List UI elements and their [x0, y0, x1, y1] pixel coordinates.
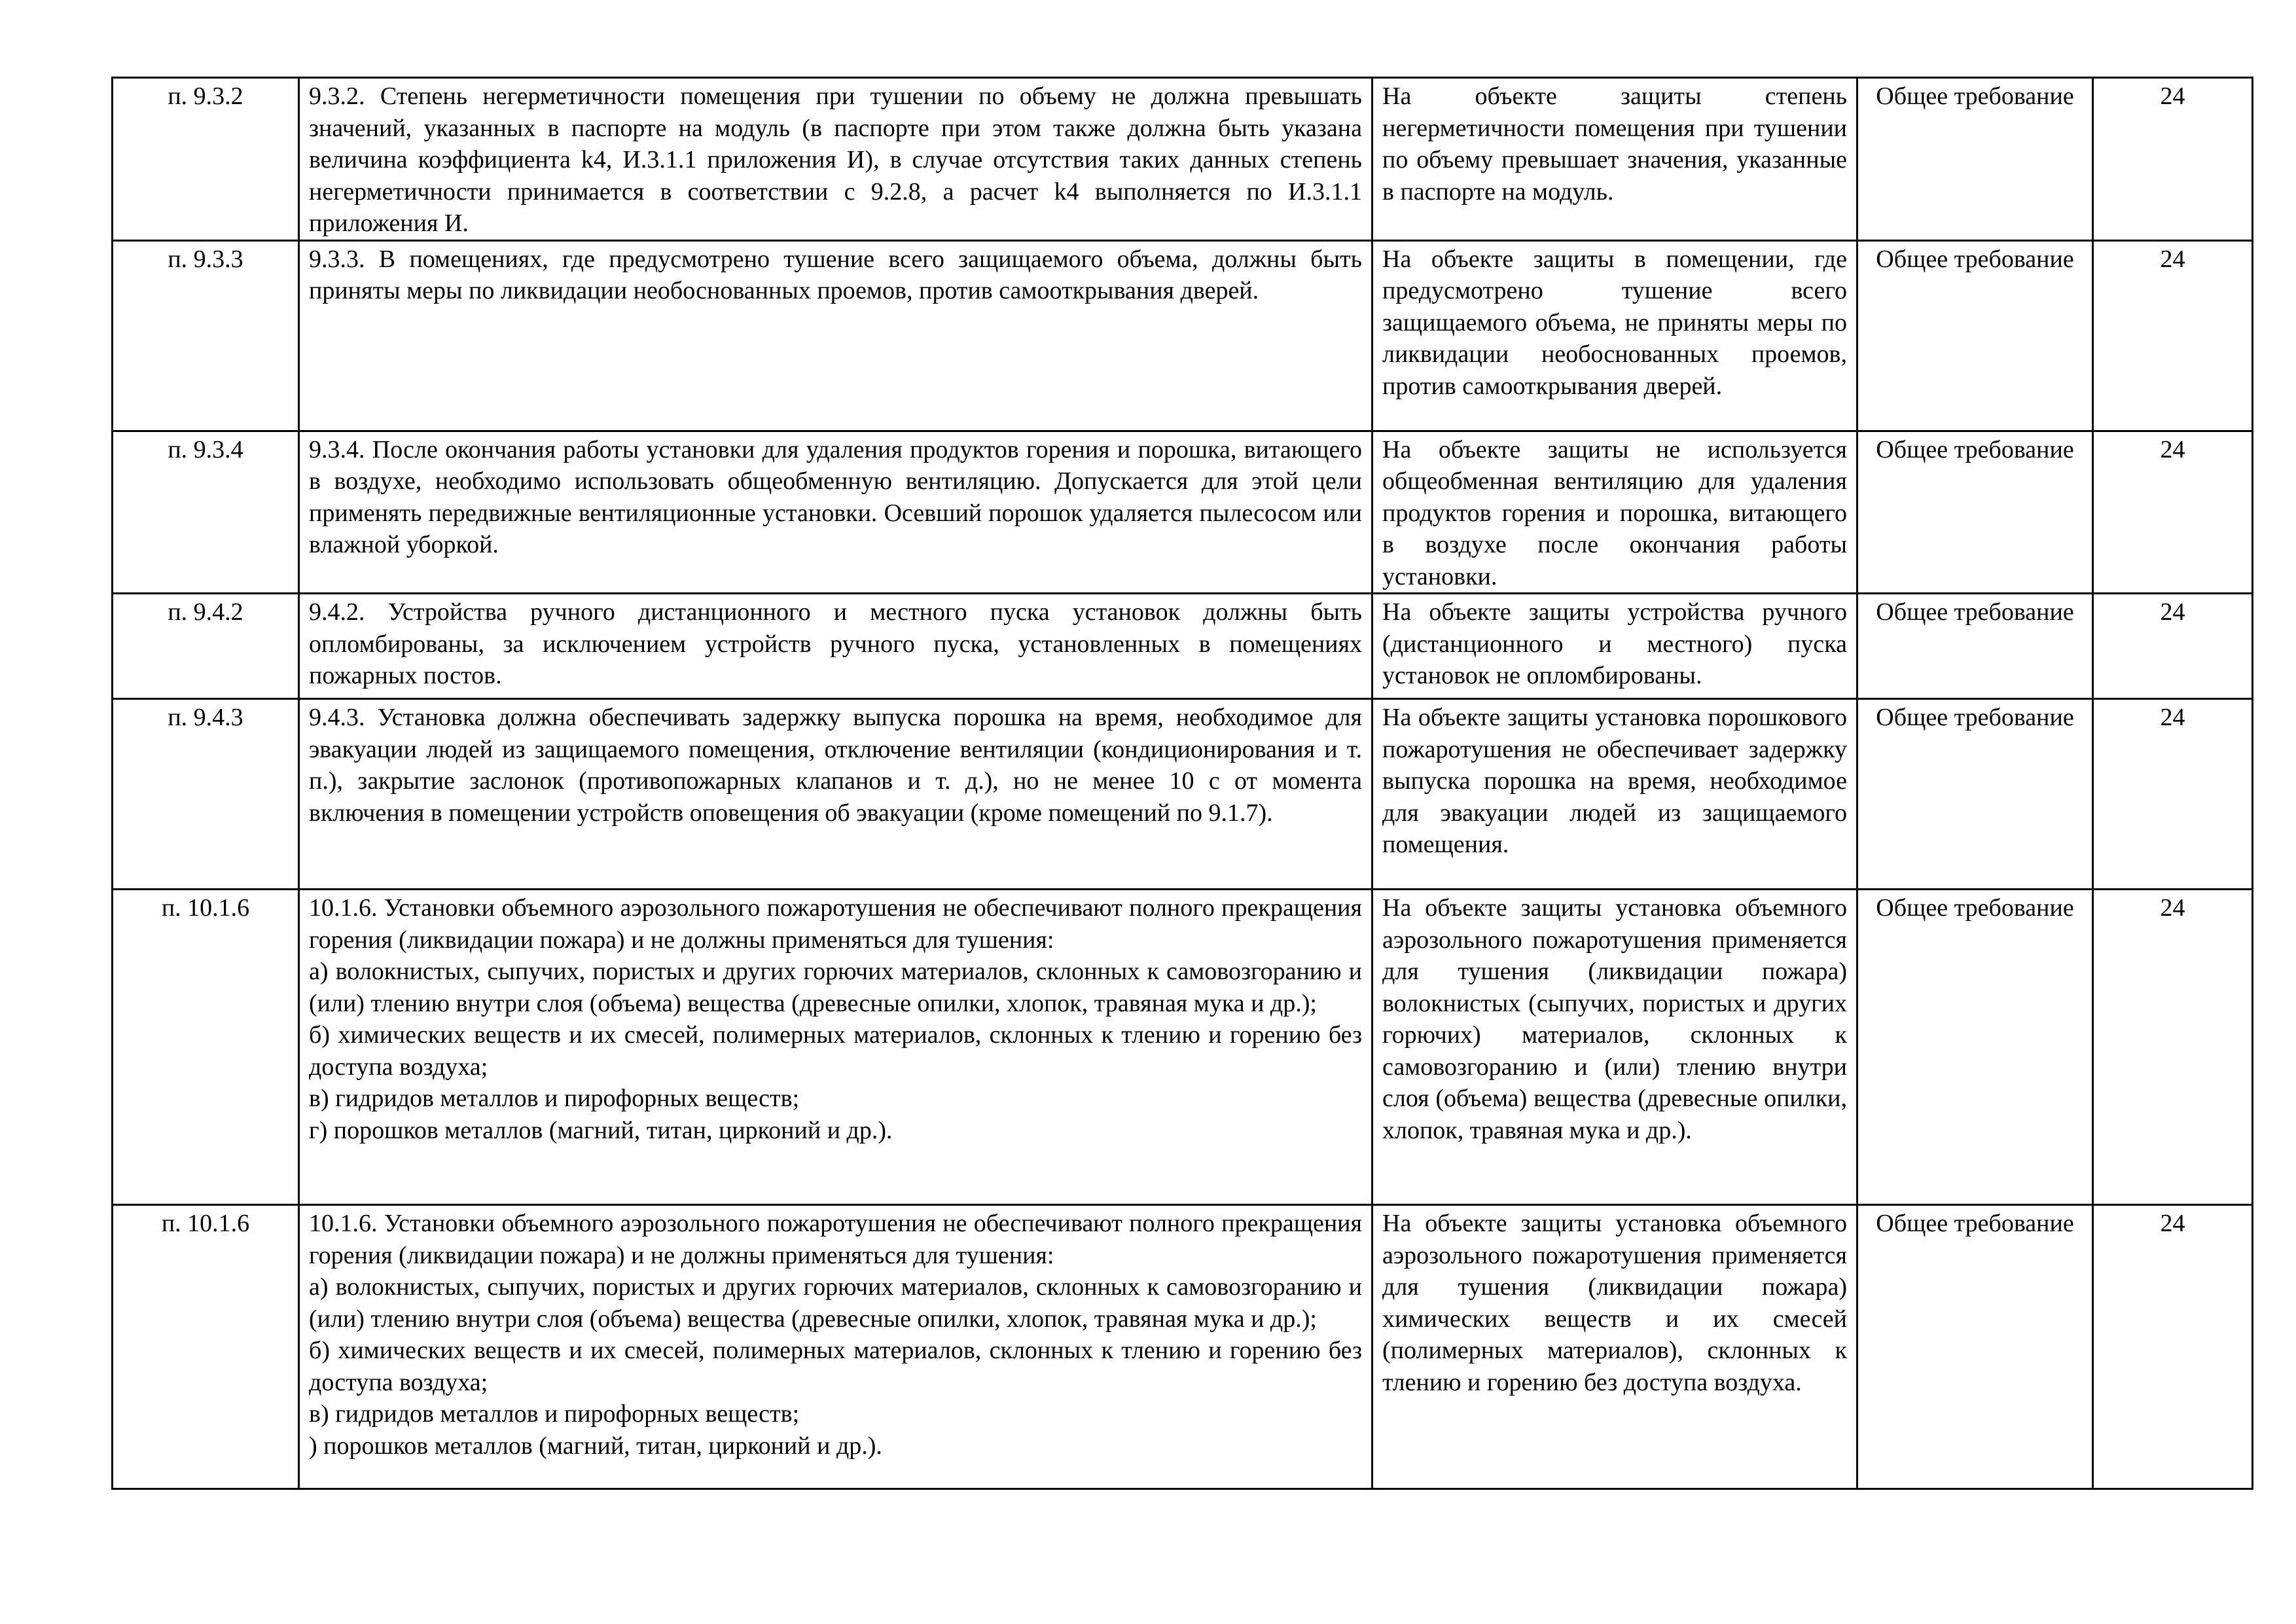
clause-reference: п. 9.3.3: [113, 240, 299, 431]
requirements-table: [111, 77, 2253, 1490]
requirement-type: Общее требование: [1857, 890, 2093, 1205]
requirement-type: Общее требование: [1857, 594, 2093, 699]
requirement-paragraph: 9.4.2. Устройства ручного дистанционного и местного пуска установок должны быть опломбированы, за исключением устройств ручного пуска, установленных в помещениях пожарных постов.: [309, 598, 1362, 689]
violation-description: На объекте защиты не используется общеобменная вентиляцию для удаления продуктов горения и порошка, витающего в воздухе после окончания работы установки.: [1372, 431, 1857, 594]
requirement-type: Общее требование: [1857, 78, 2093, 241]
requirement-item-a: а) волокнистых, сыпучих, пористых и других горючих материалов, склонных к самовозгоранию и (или) тлению внутри слоя (объема) вещества (древесные опилки, хлопок, травяная мука и др.);: [309, 958, 1362, 1017]
table-row: [113, 1205, 2253, 1489]
table-row: [113, 431, 2253, 594]
violation-description: На объекте защиты в помещении, где предусмотрено тушение всего защищаемого объема, не приняты меры по ликвидации необоснованных проемов, против самооткрывания дверей.: [1372, 240, 1857, 431]
requirement-item-c: в) гидридов металлов и пирофорных веществ;: [309, 1085, 800, 1112]
violation-description: На объекте защиты установка объемного аэрозольного пожаротушения применяется для тушения (ликвидации пожара) химических веществ и их смесей (полимерных материалов), склонных к тлению и горению без доступа воздуха.: [1372, 1205, 1857, 1489]
violation-description: На объекте защиты устройства ручного (дистанционного и местного) пуска установок не опломбированы.: [1372, 594, 1857, 699]
requirement-paragraph: 10.1.6. Установки объемного аэрозольного пожаротушения не обеспечивают полного прекращения горения (ликвидации пожара) и не должны применяться для тушения:: [309, 1210, 1362, 1269]
question-number: 24: [2093, 594, 2253, 699]
clause-reference: п. 10.1.6: [113, 890, 299, 1205]
question-number: 24: [2093, 890, 2253, 1205]
question-number: 24: [2093, 431, 2253, 594]
requirement-paragraph: 9.3.2. Степень негерметичности помещения при тушении по объему не должна превышать значений, указанных в паспорте на модуль (в паспорте при этом также должна быть указана величина коэффициента k4, И.3.1.1 приложения И), в случае отсутствия таких данных степень негерметичности принимается в соответствии с 9.2.8, а расчет k4 выполняется по И.3.1.1 приложения И.: [309, 82, 1362, 237]
clause-reference: п. 10.1.6: [113, 1205, 299, 1489]
table-row: [113, 890, 2253, 1205]
requirement-paragraph: 9.3.3. В помещениях, где предусмотрено тушение всего защищаемого объема, должны быть приняты меры по ликвидации необоснованных проемов, против самооткрывания дверей.: [309, 245, 1362, 304]
question-number: 24: [2093, 1205, 2253, 1489]
requirement-type: Общее требование: [1857, 240, 2093, 431]
requirement-paragraph: 10.1.6. Установки объемного аэрозольного пожаротушения не обеспечивают полного прекращения горения (ликвидации пожара) и не должны применяться для тушения:: [309, 894, 1362, 954]
clause-reference: п. 9.3.4: [113, 431, 299, 594]
clause-reference: п. 9.4.2: [113, 594, 299, 699]
requirement-item-b: б) химических веществ и их смесей, полимерных материалов, склонных к тлению и горению без доступа воздуха;: [309, 1337, 1362, 1396]
requirement-text: [299, 78, 1372, 241]
table-row: [113, 594, 2253, 699]
requirement-text: [299, 431, 1372, 594]
violation-description: На объекте защиты установка порошкового пожаротушения не обеспечивает задержку выпуска порошка на время, необходимое для эвакуации людей из защищаемого помещения.: [1372, 699, 1857, 890]
table-row: [113, 699, 2253, 890]
requirement-paragraph: 9.3.4. После окончания работы установки для удаления продуктов горения и порошка, витающего в воздухе, необходимо использовать общеобменную вентиляцию. Допускается для этой цели применять передвижные вентиляционные установки. Осевший порошок удаляется пылесосом или влажной уборкой.: [309, 435, 1362, 558]
requirement-text: [299, 240, 1372, 431]
question-number: 24: [2093, 699, 2253, 890]
requirement-text: [299, 699, 1372, 890]
question-number: 24: [2093, 240, 2253, 431]
requirement-item-d: ) порошков металлов (магний, титан, цирконий и др.).: [309, 1432, 882, 1460]
requirement-type: Общее требование: [1857, 1205, 2093, 1489]
requirement-item-c: в) гидридов металлов и пирофорных веществ;: [309, 1400, 800, 1428]
requirement-item-d: г) порошков металлов (магний, титан, цирконий и др.).: [309, 1116, 893, 1144]
requirement-text: [299, 890, 1372, 1205]
requirement-type: Общее требование: [1857, 699, 2093, 890]
requirement-text: [299, 1205, 1372, 1489]
question-number: 24: [2093, 78, 2253, 241]
checklist-page: [111, 77, 2251, 1490]
requirement-item-a: а) волокнистых, сыпучих, пористых и других горючих материалов, склонных к самовозгоранию и (или) тлению внутри слоя (объема) вещества (древесные опилки, хлопок, травяная мука и др.);: [309, 1273, 1362, 1333]
requirement-item-b: б) химических веществ и их смесей, полимерных материалов, склонных к тлению и горению без доступа воздуха;: [309, 1021, 1362, 1081]
requirement-type: Общее требование: [1857, 431, 2093, 594]
requirement-paragraph: 9.4.3. Установка должна обеспечивать задержку выпуска порошка на время, необходимое для эвакуации людей из защищаемого помещения, отключение вентиляции (кондиционирования и т. п.), закрытие заслонок (противопожарных клапанов и т. д.), но не менее 10 с от момента включения в помещении устройств оповещения об эвакуации (кроме помещений по 9.1.7).: [309, 704, 1362, 827]
clause-reference: п. 9.4.3: [113, 699, 299, 890]
requirement-text: [299, 594, 1372, 699]
violation-description: На объекте защиты степень негерметичности помещения при тушении по объему превышает значения, указанные в паспорте на модуль.: [1372, 78, 1857, 241]
table-row: [113, 78, 2253, 241]
clause-reference: п. 9.3.2: [113, 78, 299, 241]
violation-description: На объекте защиты установка объемного аэрозольного пожаротушения применяется для тушения (ликвидации пожара) волокнистых (сыпучих, пористых и других горючих) материалов, склонных к самовозгоранию и (или) тлению внутри слоя (объема) вещества (древесные опилки, хлопок, травяная мука и др.).: [1372, 890, 1857, 1205]
table-row: [113, 240, 2253, 431]
